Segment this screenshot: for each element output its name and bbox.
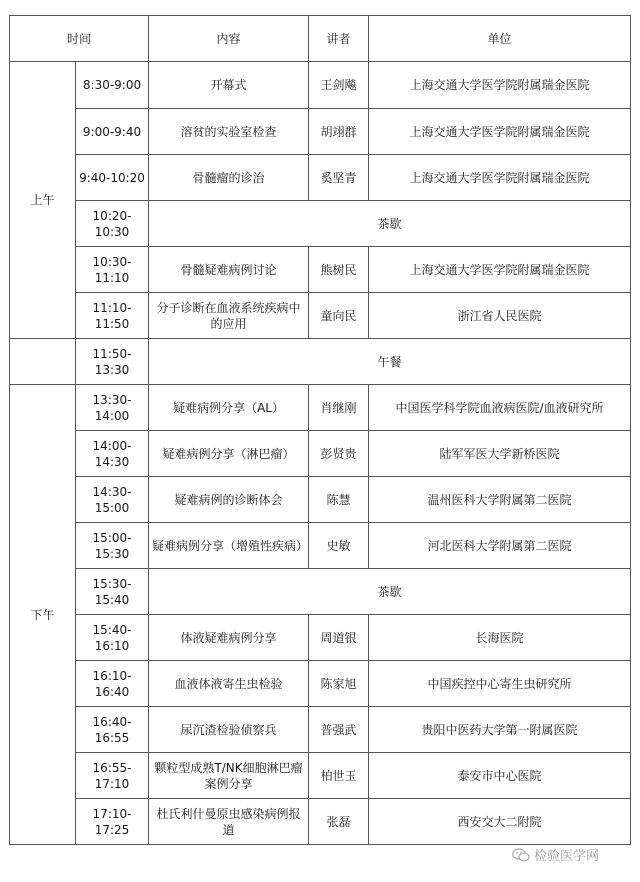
header-speaker: 讲者 [309, 16, 369, 62]
table-row-lunch [10, 339, 631, 385]
row-unit: 中国医学科学院血液病医院/血液研究所 [369, 385, 631, 431]
row-speaker: 王剑飚 [309, 62, 369, 109]
row-content: 颗粒型成熟T/NK细胞淋巴瘤案例分享 [149, 753, 309, 799]
row-unit: 贵阳中医药大学第一附属医院 [369, 707, 631, 753]
row-unit: 陆军军医大学新桥医院 [369, 431, 631, 477]
schedule-table [9, 15, 631, 845]
row-unit: 中国疾控中心寄生虫研究所 [369, 661, 631, 707]
row-time: 8:30-9:00 [76, 62, 149, 109]
row-unit: 浙江省人民医院 [369, 293, 631, 339]
row-unit: 长海医院 [369, 615, 631, 661]
row-speaker: 童向民 [309, 293, 369, 339]
table-row [10, 385, 631, 431]
row-time: 15:40-16:10 [76, 615, 149, 661]
row-speaker: 肖继刚 [309, 385, 369, 431]
table-row [10, 523, 631, 569]
table-row [10, 62, 631, 109]
row-speaker: 熊树民 [309, 247, 369, 293]
table-row [10, 155, 631, 201]
row-unit: 上海交通大学医学院附属瑞金医院 [369, 155, 631, 201]
row-time: 10:20-10:30 [76, 201, 149, 247]
row-break: 茶歇 [149, 201, 631, 247]
session-afternoon: 下午 [10, 385, 76, 845]
row-unit: 上海交通大学医学院附属瑞金医院 [369, 62, 631, 109]
watermark [512, 845, 599, 864]
row-content: 疑难病例分享（AL） [149, 385, 309, 431]
table-row-break [10, 201, 631, 247]
row-speaker: 陈家旭 [309, 661, 369, 707]
row-speaker: 奚坚青 [309, 155, 369, 201]
row-speaker: 史敏 [309, 523, 369, 569]
table-row [10, 753, 631, 799]
row-unit: 西安交大二附院 [369, 799, 631, 845]
row-content: 开幕式 [149, 62, 309, 109]
row-content: 尿沉渣检验侦察兵 [149, 707, 309, 753]
table-row-break [10, 569, 631, 615]
row-unit: 上海交通大学医学院附属瑞金医院 [369, 247, 631, 293]
row-content: 体液疑难病例分享 [149, 615, 309, 661]
table-row [10, 247, 631, 293]
row-content: 杜氏利什曼原虫感染病例报道 [149, 799, 309, 845]
table-row [10, 707, 631, 753]
table-row [10, 431, 631, 477]
header-row [10, 16, 631, 62]
row-speaker: 周道银 [309, 615, 369, 661]
row-time: 13:30-14:00 [76, 385, 149, 431]
row-time: 16:10-16:40 [76, 661, 149, 707]
row-content: 溶贫的实验室检查 [149, 109, 309, 155]
row-speaker: 彭贤贵 [309, 431, 369, 477]
row-content: 疑难病例分享（淋巴瘤） [149, 431, 309, 477]
row-time: 16:40-16:55 [76, 707, 149, 753]
row-content: 疑难病例的诊断体会 [149, 477, 309, 523]
row-time: 17:10-17:25 [76, 799, 149, 845]
row-content: 疑难病例分享（增殖性疾病） [149, 523, 309, 569]
row-speaker: 张磊 [309, 799, 369, 845]
table-row [10, 477, 631, 523]
row-time: 11:10-11:50 [76, 293, 149, 339]
row-unit: 温州医科大学附属第二医院 [369, 477, 631, 523]
row-unit: 上海交通大学医学院附属瑞金医院 [369, 109, 631, 155]
row-break: 茶歇 [149, 569, 631, 615]
row-time: 16:55-17:10 [76, 753, 149, 799]
header-unit: 单位 [369, 16, 631, 62]
row-content: 骨髓瘤的诊治 [149, 155, 309, 201]
session-morning: 上午 [10, 62, 76, 339]
row-content: 分子诊断在血液系统疾病中的应用 [149, 293, 309, 339]
header-content: 内容 [149, 16, 309, 62]
row-break: 午餐 [149, 339, 631, 385]
table-row [10, 615, 631, 661]
row-time: 15:30-15:40 [76, 569, 149, 615]
watermark-text: 检验医学网 [534, 849, 600, 864]
row-time: 15:00-15:30 [76, 523, 149, 569]
row-speaker: 陈慧 [309, 477, 369, 523]
row-time: 14:30-15:00 [76, 477, 149, 523]
row-time: 14:00-14:30 [76, 431, 149, 477]
row-unit: 泰安市中心医院 [369, 753, 631, 799]
row-time: 10:30-11:10 [76, 247, 149, 293]
table-row [10, 661, 631, 707]
table-row [10, 293, 631, 339]
row-content: 血液体液寄生虫检验 [149, 661, 309, 707]
row-unit: 河北医科大学附属第二医院 [369, 523, 631, 569]
row-speaker: 柏世玉 [309, 753, 369, 799]
row-time: 9:00-9:40 [76, 109, 149, 155]
row-time: 11:50-13:30 [76, 339, 149, 385]
table-row [10, 799, 631, 845]
table-row [10, 109, 631, 155]
row-content: 骨髓疑难病例讨论 [149, 247, 309, 293]
row-speaker: 普强武 [309, 707, 369, 753]
header-time: 时间 [10, 16, 149, 62]
session-noon-blank [10, 339, 76, 385]
wechat-icon [512, 848, 530, 862]
row-time: 9:40-10:20 [76, 155, 149, 201]
row-speaker: 胡翊群 [309, 109, 369, 155]
